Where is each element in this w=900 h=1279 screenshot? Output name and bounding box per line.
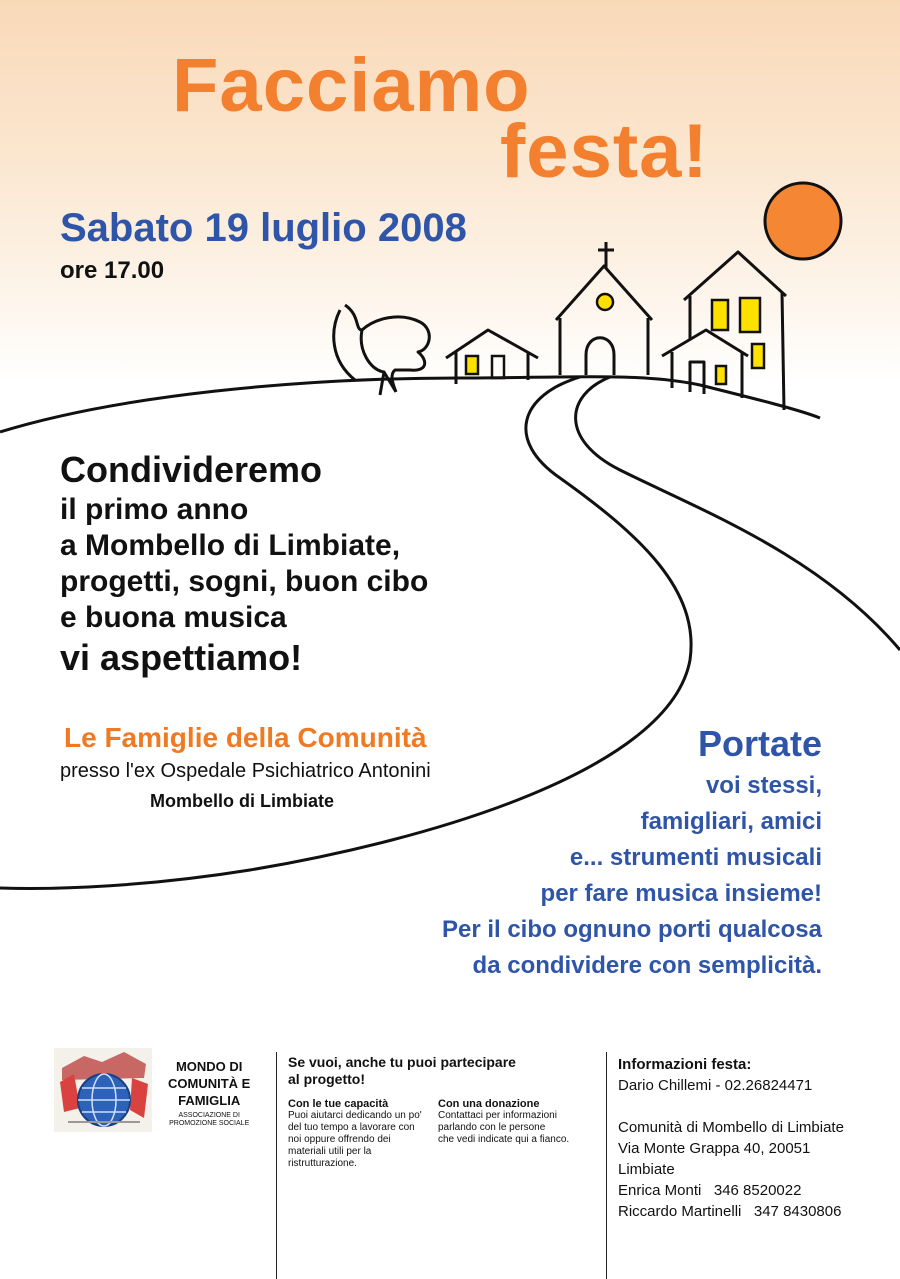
org-name-line: FAMIGLIA (178, 1093, 241, 1108)
bring-line: voi stessi, (705, 772, 822, 799)
families-subtitle: presso l'ex Ospedale Psichiatrico Antonini (60, 760, 431, 782)
bring-line: e... strumenti musicali (569, 844, 822, 871)
message-line: a Mombello di Limbiate, (60, 529, 401, 562)
info-contact: Enrica Monti 346 8520022 (618, 1182, 802, 1199)
message-line: vi aspettiamo! (60, 637, 303, 678)
bring-heading: Portate (697, 723, 822, 764)
org-name-line: MONDO DI (175, 1059, 243, 1074)
sun-icon (765, 183, 841, 259)
info-contact: Riccardo Martinelli 347 8430806 (618, 1203, 842, 1220)
skills-heading: Con le tue capacità (288, 1098, 389, 1110)
org-sub-line: PROMOZIONE SOCIALE (169, 1120, 250, 1127)
donation-line: che vedi indicate qui a fianco. (438, 1134, 570, 1145)
skills-line: materiali utili per la (288, 1146, 372, 1157)
skills-line: noi oppure offrendo dei (288, 1134, 391, 1145)
participate-donation (438, 1098, 569, 1146)
skills-line: ristrutturazione. (288, 1158, 357, 1169)
bring-line: famigliari, amici (640, 808, 822, 835)
bring-line: Per il cibo ognuno porti qualcosa (441, 916, 822, 943)
bring-line: da condividere con semplicità. (472, 952, 822, 979)
skills-line: del tuo tempo a lavorare con (288, 1122, 415, 1133)
info-address-line: Comunità di Mombello di Limbiate (618, 1119, 844, 1136)
info-contact: Dario Chillemi - 02.26824471 (618, 1077, 813, 1094)
message-line: il primo anno (60, 493, 249, 526)
organization-name (168, 1058, 250, 1128)
invitation-message (60, 448, 428, 680)
footer-divider (276, 1052, 277, 1279)
donation-line: Contattaci per informazioni (438, 1110, 557, 1121)
participate-heading (288, 1054, 516, 1088)
organization-logo (54, 1048, 152, 1132)
event-time: ore 17.00 (60, 257, 165, 284)
title-line-2: festa! (500, 109, 709, 194)
donation-line: parlando con le persone (438, 1122, 546, 1133)
bring-line: per fare musica insieme! (540, 880, 822, 907)
footer-divider (606, 1052, 607, 1279)
org-name-line: COMUNITÀ E (168, 1076, 251, 1091)
skills-line: Puoi aiutarci dedicando un po' (288, 1110, 422, 1121)
event-date: Sabato 19 luglio 2008 (60, 206, 467, 250)
families-place: Mombello di Limbiate (150, 791, 335, 811)
message-line: progetti, sogni, buon cibo (60, 565, 429, 598)
road-right-edge (576, 377, 900, 650)
hill-line (0, 377, 820, 432)
bring-section (442, 722, 822, 984)
participate-heading-line: Se vuoi, anche tu puoi partecipare (288, 1054, 516, 1070)
info-address-line: Via Monte Grappa 40, 20051 (618, 1140, 811, 1157)
org-sub-line: ASSOCIAZIONE DI (178, 1112, 240, 1119)
families-title: Le Famiglie della Comunità (64, 722, 427, 753)
donation-heading: Con una donazione (438, 1098, 540, 1110)
info-heading: Informazioni festa: (618, 1056, 752, 1073)
message-line: Condivideremo (60, 449, 323, 490)
participate-skills (288, 1098, 422, 1170)
message-line: e buona musica (60, 601, 287, 634)
event-info (618, 1054, 844, 1222)
participate-heading-line: al progetto! (288, 1071, 365, 1087)
title-line-1: Facciamo (172, 43, 531, 128)
front-house-icon (662, 330, 748, 398)
info-address-line: Limbiate (618, 1161, 675, 1178)
